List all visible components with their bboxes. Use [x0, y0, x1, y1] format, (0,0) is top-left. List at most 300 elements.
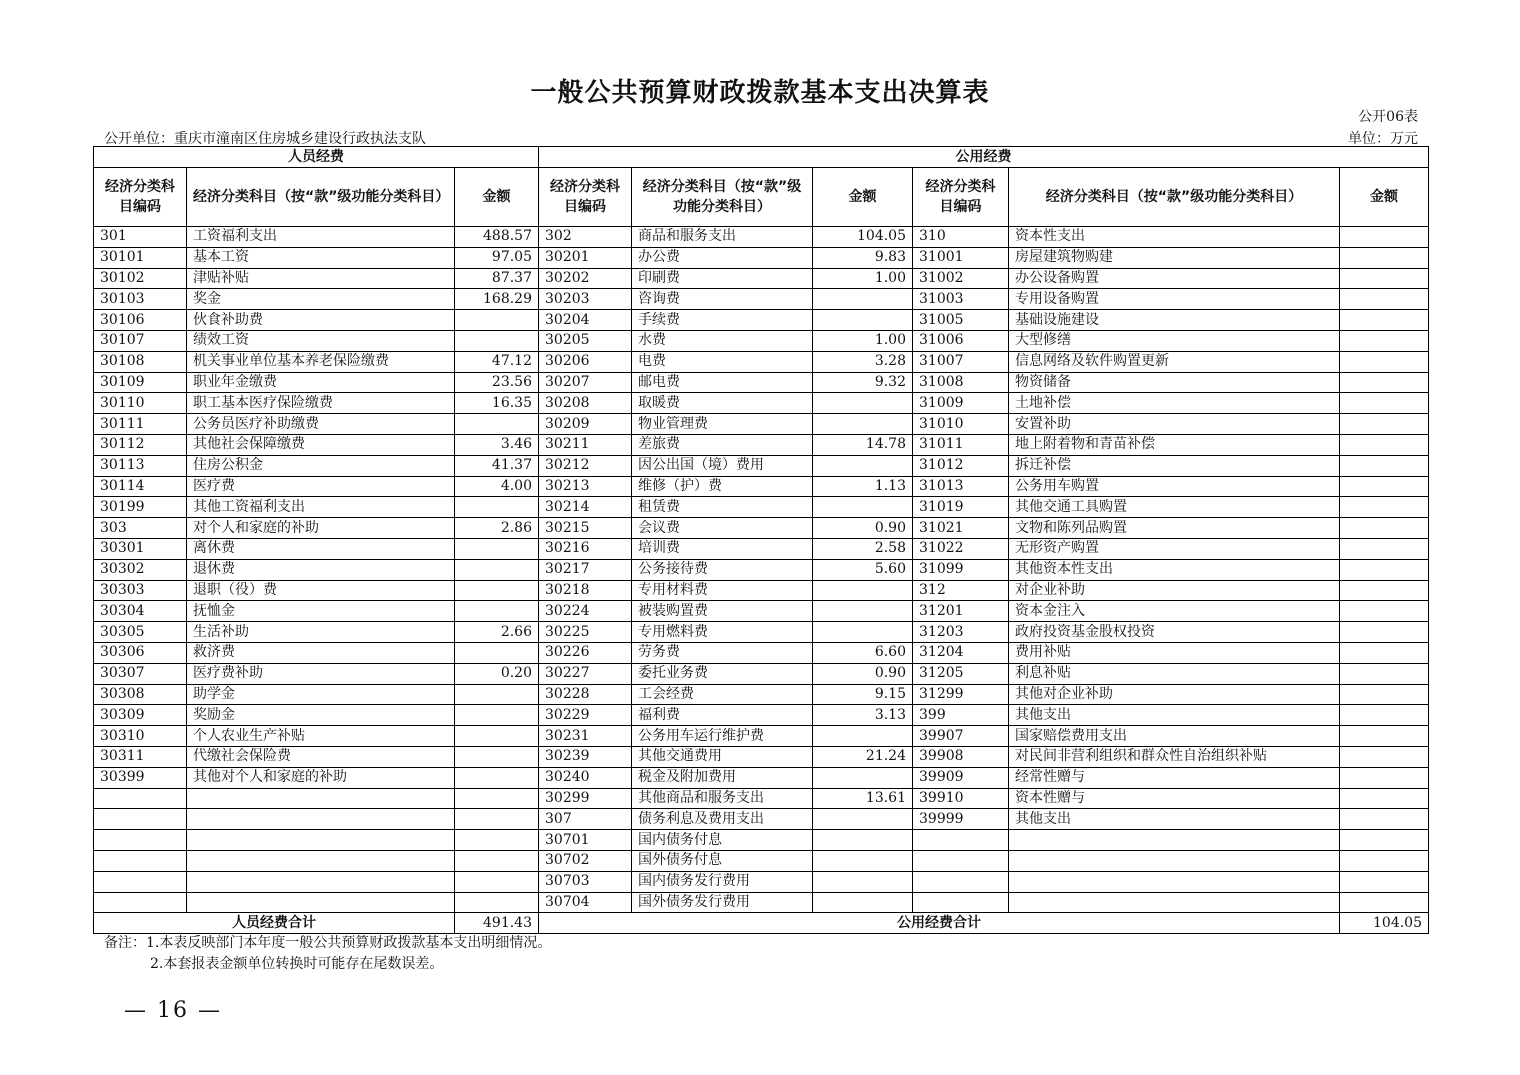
cell-code: 31299: [913, 684, 1009, 705]
cell-subject: 其他交通费用: [632, 746, 813, 767]
totals-row: [94, 913, 1429, 934]
cell-amount: [455, 809, 539, 830]
group-personnel: 人员经费: [94, 147, 539, 168]
col-header-subject: 经济分类科目（按“款”级功能分类科目）: [632, 168, 813, 227]
cell-subject: 福利费: [632, 705, 813, 726]
cell-amount: 97.05: [455, 247, 539, 268]
page-number: — 16 —: [124, 998, 222, 1023]
currency-unit: 单位：万元: [1348, 131, 1418, 147]
cell-subject: [1009, 892, 1340, 913]
cell-amount: [1340, 518, 1429, 539]
cell-code: 303: [94, 518, 187, 539]
cell-code: 30113: [94, 455, 187, 476]
table-body: [94, 227, 1429, 913]
cell-amount: 3.13: [813, 705, 913, 726]
cell-code: 30305: [94, 622, 187, 643]
cell-subject: 委托业务费: [632, 663, 813, 684]
table-row: [94, 559, 1429, 580]
cell-code: 307: [539, 809, 632, 830]
cell-subject: 公务接待费: [632, 559, 813, 580]
cell-amount: 21.24: [813, 746, 913, 767]
cell-code: 30202: [539, 268, 632, 289]
cell-code: 30207: [539, 372, 632, 393]
cell-code: 30206: [539, 351, 632, 372]
table-row: [94, 746, 1429, 767]
cell-subject: 绩效工资: [187, 330, 455, 351]
cell-code: 30107: [94, 330, 187, 351]
cell-amount: [1340, 247, 1429, 268]
cell-code: 31009: [913, 393, 1009, 414]
table-row: [94, 518, 1429, 539]
col-header-subject: 经济分类科目（按“款”级功能分类科目）: [1009, 168, 1340, 227]
cell-code: 30308: [94, 684, 187, 705]
cell-code: [94, 809, 187, 830]
cell-amount: [455, 559, 539, 580]
cell-code: 31011: [913, 434, 1009, 455]
cell-amount: 2.58: [813, 538, 913, 559]
table-row: [94, 268, 1429, 289]
cell-code: 30109: [94, 372, 187, 393]
col-header-amount: 金额: [813, 168, 913, 227]
personnel-total-value: 491.43: [455, 913, 539, 934]
cell-subject: 国内债务付息: [632, 830, 813, 851]
cell-subject: 医疗费: [187, 476, 455, 497]
cell-code: 31007: [913, 351, 1009, 372]
table-row: [94, 809, 1429, 830]
table-row: [94, 892, 1429, 913]
cell-subject: 商品和服务支出: [632, 227, 813, 248]
table-row: [94, 497, 1429, 518]
cell-subject: 办公设备购置: [1009, 268, 1340, 289]
cell-code: 31204: [913, 642, 1009, 663]
cell-code: 30112: [94, 434, 187, 455]
cell-subject: 机关事业单位基本养老保险缴费: [187, 351, 455, 372]
cell-code: 31002: [913, 268, 1009, 289]
cell-subject: 生活补助: [187, 622, 455, 643]
cell-code: 30216: [539, 538, 632, 559]
cell-amount: [1340, 330, 1429, 351]
cell-subject: 国家赔偿费用支出: [1009, 726, 1340, 747]
cell-code: 31010: [913, 414, 1009, 435]
cell-amount: [1340, 746, 1429, 767]
cell-code: 30111: [94, 414, 187, 435]
cell-subject: 退职（役）费: [187, 580, 455, 601]
cell-code: 30218: [539, 580, 632, 601]
cell-subject: 基本工资: [187, 247, 455, 268]
table-row: [94, 434, 1429, 455]
cell-code: 30204: [539, 310, 632, 331]
cell-amount: 104.05: [813, 227, 913, 248]
cell-amount: [1340, 684, 1429, 705]
cell-code: 30703: [539, 871, 632, 892]
cell-subject: 工资福利支出: [187, 227, 455, 248]
cell-amount: [1340, 268, 1429, 289]
cell-amount: [455, 310, 539, 331]
cell-subject: 其他工资福利支出: [187, 497, 455, 518]
cell-code: 39999: [913, 809, 1009, 830]
cell-subject: 其他对企业补助: [1009, 684, 1340, 705]
cell-subject: 租赁费: [632, 497, 813, 518]
cell-subject: 医疗费补助: [187, 663, 455, 684]
cell-subject: 国外债务发行费用: [632, 892, 813, 913]
cell-amount: [455, 330, 539, 351]
cell-code: 30209: [539, 414, 632, 435]
public-total-label: 公用经费合计: [539, 913, 1340, 934]
cell-code: 31006: [913, 330, 1009, 351]
cell-code: 30208: [539, 393, 632, 414]
cell-code: 30228: [539, 684, 632, 705]
cell-code: 30299: [539, 788, 632, 809]
cell-code: [94, 871, 187, 892]
cell-amount: [1340, 622, 1429, 643]
cell-subject: 被装购置费: [632, 601, 813, 622]
cell-code: 31205: [913, 663, 1009, 684]
cell-subject: 其他资本性支出: [1009, 559, 1340, 580]
cell-amount: [1340, 414, 1429, 435]
cell-code: 30110: [94, 393, 187, 414]
cell-code: [94, 892, 187, 913]
cell-amount: [455, 580, 539, 601]
table-row: [94, 393, 1429, 414]
cell-subject: 其他社会保障缴费: [187, 434, 455, 455]
cell-amount: 0.90: [813, 518, 913, 539]
table-row: [94, 622, 1429, 643]
table-row: [94, 351, 1429, 372]
cell-code: 30702: [539, 850, 632, 871]
cell-amount: [455, 746, 539, 767]
cell-amount: [1340, 767, 1429, 788]
cell-subject: 津贴补贴: [187, 268, 455, 289]
cell-amount: [455, 892, 539, 913]
cell-subject: 劳务费: [632, 642, 813, 663]
cell-code: 30303: [94, 580, 187, 601]
cell-code: 31003: [913, 289, 1009, 310]
cell-amount: 168.29: [455, 289, 539, 310]
cell-code: 39908: [913, 746, 1009, 767]
cell-code: 30306: [94, 642, 187, 663]
cell-code: 31001: [913, 247, 1009, 268]
cell-amount: [455, 684, 539, 705]
cell-subject: 物业管理费: [632, 414, 813, 435]
cell-amount: 2.66: [455, 622, 539, 643]
cell-subject: 对民间非营利组织和群众性自治组织补贴: [1009, 746, 1340, 767]
cell-subject: 代缴社会保险费: [187, 746, 455, 767]
cell-code: 301: [94, 227, 187, 248]
cell-code: 30311: [94, 746, 187, 767]
cell-code: 30301: [94, 538, 187, 559]
cell-subject: 地上附着物和青苗补偿: [1009, 434, 1340, 455]
table-row: [94, 642, 1429, 663]
cell-subject: 公务员医疗补助缴费: [187, 414, 455, 435]
cell-amount: 41.37: [455, 455, 539, 476]
cell-amount: [1340, 580, 1429, 601]
cell-code: 39909: [913, 767, 1009, 788]
cell-code: 31022: [913, 538, 1009, 559]
cell-amount: [455, 705, 539, 726]
cell-subject: 物资储备: [1009, 372, 1340, 393]
table-row: [94, 227, 1429, 248]
cell-code: 30309: [94, 705, 187, 726]
cell-code: 302: [539, 227, 632, 248]
cell-subject: 对个人和家庭的补助: [187, 518, 455, 539]
cell-subject: 专用燃料费: [632, 622, 813, 643]
cell-amount: [1340, 289, 1429, 310]
table-row: [94, 538, 1429, 559]
cell-amount: [455, 538, 539, 559]
cell-amount: [813, 455, 913, 476]
cell-amount: [1340, 809, 1429, 830]
col-header-amount: 金额: [455, 168, 539, 227]
cell-code: 30217: [539, 559, 632, 580]
cell-amount: 23.56: [455, 372, 539, 393]
cell-code: 31099: [913, 559, 1009, 580]
cell-amount: 3.28: [813, 351, 913, 372]
col-header-subject: 经济分类科目（按“款”级功能分类科目）: [187, 168, 455, 227]
cell-subject: 咨询费: [632, 289, 813, 310]
cell-amount: 87.37: [455, 268, 539, 289]
cell-subject: [1009, 871, 1340, 892]
cell-code: [913, 830, 1009, 851]
cell-amount: [1340, 393, 1429, 414]
cell-amount: [1340, 351, 1429, 372]
cell-subject: 资本性支出: [1009, 227, 1340, 248]
cell-amount: 16.35: [455, 393, 539, 414]
form-number: 公开06表: [1358, 109, 1418, 125]
cell-subject: 办公费: [632, 247, 813, 268]
cell-subject: 奖金: [187, 289, 455, 310]
cell-code: 30201: [539, 247, 632, 268]
table-row: [94, 372, 1429, 393]
cell-subject: 信息网络及软件购置更新: [1009, 351, 1340, 372]
cell-code: 30701: [539, 830, 632, 851]
cell-code: 30399: [94, 767, 187, 788]
page-title: 一般公共预算财政拨款基本支出决算表: [530, 78, 990, 108]
cell-subject: 手续费: [632, 310, 813, 331]
cell-subject: [1009, 830, 1340, 851]
cell-amount: [1340, 310, 1429, 331]
cell-amount: 9.15: [813, 684, 913, 705]
cell-amount: [455, 871, 539, 892]
table-row: [94, 767, 1429, 788]
cell-code: 30101: [94, 247, 187, 268]
cell-subject: 专用设备购置: [1009, 289, 1340, 310]
cell-code: 30307: [94, 663, 187, 684]
cell-subject: 其他支出: [1009, 705, 1340, 726]
cell-subject: 印刷费: [632, 268, 813, 289]
cell-amount: [1340, 830, 1429, 851]
cell-subject: 文物和陈列品购置: [1009, 518, 1340, 539]
cell-subject: [187, 830, 455, 851]
cell-amount: [813, 393, 913, 414]
cell-subject: 房屋建筑物购建: [1009, 247, 1340, 268]
cell-amount: 9.83: [813, 247, 913, 268]
cell-code: 30304: [94, 601, 187, 622]
cell-amount: [455, 642, 539, 663]
cell-code: 39907: [913, 726, 1009, 747]
table-row: [94, 684, 1429, 705]
cell-amount: [1340, 705, 1429, 726]
cell-amount: [813, 809, 913, 830]
cell-code: 30224: [539, 601, 632, 622]
cell-amount: [455, 726, 539, 747]
cell-amount: [455, 788, 539, 809]
cell-subject: 安置补助: [1009, 414, 1340, 435]
cell-subject: [1009, 850, 1340, 871]
cell-subject: 维修（护）费: [632, 476, 813, 497]
cell-amount: [813, 310, 913, 331]
cell-amount: [455, 850, 539, 871]
cell-code: 30212: [539, 455, 632, 476]
cell-code: 30211: [539, 434, 632, 455]
cell-subject: [187, 809, 455, 830]
cell-amount: [1340, 434, 1429, 455]
table-row: [94, 247, 1429, 268]
cell-amount: [1340, 455, 1429, 476]
table-row: [94, 455, 1429, 476]
cell-subject: 无形资产购置: [1009, 538, 1340, 559]
cell-subject: 拆迁补偿: [1009, 455, 1340, 476]
cell-subject: 离休费: [187, 538, 455, 559]
public-total-value: 104.05: [1340, 913, 1429, 934]
cell-amount: [455, 767, 539, 788]
cell-amount: 13.61: [813, 788, 913, 809]
cell-amount: 4.00: [455, 476, 539, 497]
cell-subject: 工会经费: [632, 684, 813, 705]
cell-amount: 1.13: [813, 476, 913, 497]
cell-amount: 0.20: [455, 663, 539, 684]
cell-subject: 邮电费: [632, 372, 813, 393]
cell-code: 31008: [913, 372, 1009, 393]
cell-amount: 14.78: [813, 434, 913, 455]
cell-code: 39910: [913, 788, 1009, 809]
cell-code: 31021: [913, 518, 1009, 539]
cell-amount: [1340, 497, 1429, 518]
cell-code: 31203: [913, 622, 1009, 643]
cell-amount: 9.32: [813, 372, 913, 393]
table-row: [94, 871, 1429, 892]
cell-amount: [1340, 372, 1429, 393]
cell-subject: 伙食补助费: [187, 310, 455, 331]
cell-subject: 差旅费: [632, 434, 813, 455]
cell-amount: 1.00: [813, 330, 913, 351]
cell-amount: [1340, 788, 1429, 809]
cell-code: 30225: [539, 622, 632, 643]
cell-amount: [1340, 227, 1429, 248]
cell-subject: 税金及附加费用: [632, 767, 813, 788]
cell-subject: 退休费: [187, 559, 455, 580]
cell-code: 31201: [913, 601, 1009, 622]
cell-amount: 1.00: [813, 268, 913, 289]
cell-subject: 利息补贴: [1009, 663, 1340, 684]
cell-subject: 救济费: [187, 642, 455, 663]
cell-code: 30213: [539, 476, 632, 497]
cell-amount: 3.46: [455, 434, 539, 455]
cell-code: [913, 871, 1009, 892]
cell-code: 30106: [94, 310, 187, 331]
cell-amount: [813, 726, 913, 747]
cell-amount: 6.60: [813, 642, 913, 663]
cell-amount: [1340, 871, 1429, 892]
cell-amount: 47.12: [455, 351, 539, 372]
group-public: 公用经费: [539, 147, 1429, 168]
cell-subject: 水费: [632, 330, 813, 351]
cell-amount: [455, 414, 539, 435]
cell-code: 30227: [539, 663, 632, 684]
notes: [104, 933, 551, 975]
cell-code: 30103: [94, 289, 187, 310]
cell-subject: 职业年金缴费: [187, 372, 455, 393]
note-1: 备注：1.本表反映部门本年度一般公共预算财政拨款基本支出明细情况。: [104, 935, 552, 951]
cell-amount: [455, 830, 539, 851]
table-row: [94, 788, 1429, 809]
note-2: 2.本套报表金额单位转换时可能存在尾数误差。: [150, 956, 444, 972]
col-header-code: 经济分类科目编码: [913, 168, 1009, 227]
cell-code: 31019: [913, 497, 1009, 518]
table-row: [94, 726, 1429, 747]
cell-code: 30239: [539, 746, 632, 767]
cell-code: 31012: [913, 455, 1009, 476]
cell-code: 30102: [94, 268, 187, 289]
cell-subject: 国外债务付息: [632, 850, 813, 871]
cell-subject: 助学金: [187, 684, 455, 705]
cell-subject: 公务用车运行维护费: [632, 726, 813, 747]
cell-code: 30215: [539, 518, 632, 539]
cell-code: [913, 892, 1009, 913]
table-row: [94, 850, 1429, 871]
cell-amount: 5.60: [813, 559, 913, 580]
cell-amount: 488.57: [455, 227, 539, 248]
cell-amount: [813, 892, 913, 913]
cell-amount: [813, 580, 913, 601]
cell-amount: [1340, 642, 1429, 663]
cell-subject: 会议费: [632, 518, 813, 539]
table-row: [94, 705, 1429, 726]
cell-code: 310: [913, 227, 1009, 248]
cell-subject: [187, 892, 455, 913]
cell-subject: 经常性赠与: [1009, 767, 1340, 788]
cell-amount: 2.86: [455, 518, 539, 539]
cell-amount: [1340, 892, 1429, 913]
cell-code: [94, 788, 187, 809]
cell-code: 399: [913, 705, 1009, 726]
cell-amount: [813, 622, 913, 643]
cell-amount: [1340, 559, 1429, 580]
cell-code: 31005: [913, 310, 1009, 331]
cell-subject: 电费: [632, 351, 813, 372]
cell-amount: [813, 830, 913, 851]
cell-subject: 抚恤金: [187, 601, 455, 622]
cell-code: [913, 850, 1009, 871]
cell-code: 30114: [94, 476, 187, 497]
cell-subject: 其他支出: [1009, 809, 1340, 830]
cell-amount: [813, 414, 913, 435]
cell-code: 30205: [539, 330, 632, 351]
cell-code: 30302: [94, 559, 187, 580]
col-header-code: 经济分类科目编码: [539, 168, 632, 227]
cell-subject: 因公出国（境）费用: [632, 455, 813, 476]
cell-subject: 住房公积金: [187, 455, 455, 476]
cell-code: 30229: [539, 705, 632, 726]
cell-subject: 职工基本医疗保险缴费: [187, 393, 455, 414]
cell-subject: 土地补偿: [1009, 393, 1340, 414]
reporting-unit: 公开单位：重庆市潼南区住房城乡建设行政执法支队: [104, 131, 426, 147]
cell-amount: [1340, 663, 1429, 684]
cell-subject: 其他商品和服务支出: [632, 788, 813, 809]
cell-amount: [813, 850, 913, 871]
cell-amount: [813, 871, 913, 892]
cell-subject: 专用材料费: [632, 580, 813, 601]
cell-code: 30108: [94, 351, 187, 372]
